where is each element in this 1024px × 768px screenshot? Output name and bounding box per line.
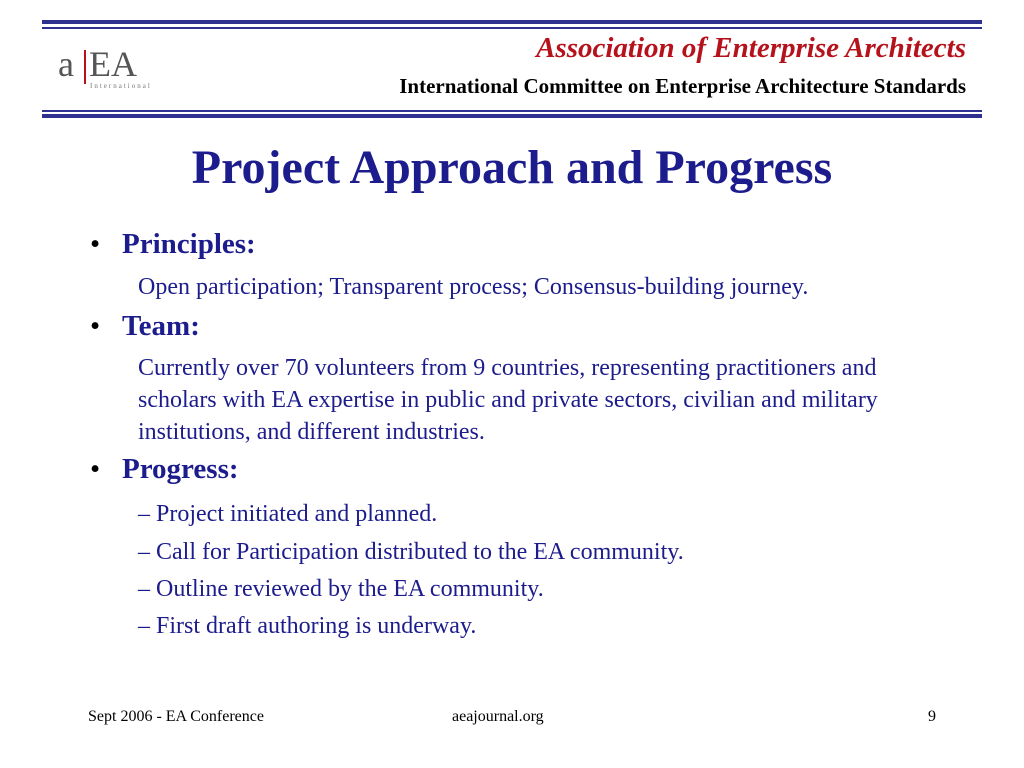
bullet-progress (90, 453, 239, 486)
bullet-heading: Team: (122, 310, 200, 342)
bullet-dot: • (90, 310, 101, 342)
progress-item: – Project initiated and planned. (138, 501, 438, 527)
bullet-heading: Principles: (122, 228, 256, 260)
header-rule-top-thick (42, 20, 982, 24)
logo-divider (84, 50, 86, 84)
slide-title: Project Approach and Progress (191, 141, 833, 194)
bullet-dot: • (90, 228, 101, 260)
progress-item: – First draft authoring is underway. (138, 613, 477, 639)
header-rule-bottom-thin (42, 110, 982, 112)
progress-item: – Call for Participation distributed to the EA community. (138, 539, 684, 565)
bullet-team (90, 310, 200, 343)
progress-item: – Outline reviewed by the EA community. (138, 576, 544, 602)
footer-website: aeajournal.org (452, 708, 544, 725)
header-rule-bottom-thick (42, 114, 982, 118)
header-rule-top-thin (42, 27, 982, 29)
page-number: 9 (928, 708, 936, 725)
aea-logo (58, 44, 154, 94)
team-text: Currently over 70 volunteers from 9 countries, representing practitioners and scholars with EA expertise in public and private sectors, civilian and military institutions, and different industries. (138, 355, 878, 445)
association-name: Association of Enterprise Architects (536, 32, 966, 64)
bullet-dot: • (90, 453, 101, 485)
logo-letters-ea: EA (89, 44, 137, 84)
logo-international: International (90, 82, 152, 90)
bullet-heading: Progress: (122, 453, 239, 485)
bullet-principles (90, 228, 256, 261)
footer-event: Sept 2006 - EA Conference (88, 708, 264, 725)
committee-name: International Committee on Enterprise Architecture Standards (399, 74, 966, 98)
principles-text: Open participation; Transparent process; Consensus-building journey. (138, 274, 809, 300)
logo-letter-a: a (58, 44, 74, 84)
